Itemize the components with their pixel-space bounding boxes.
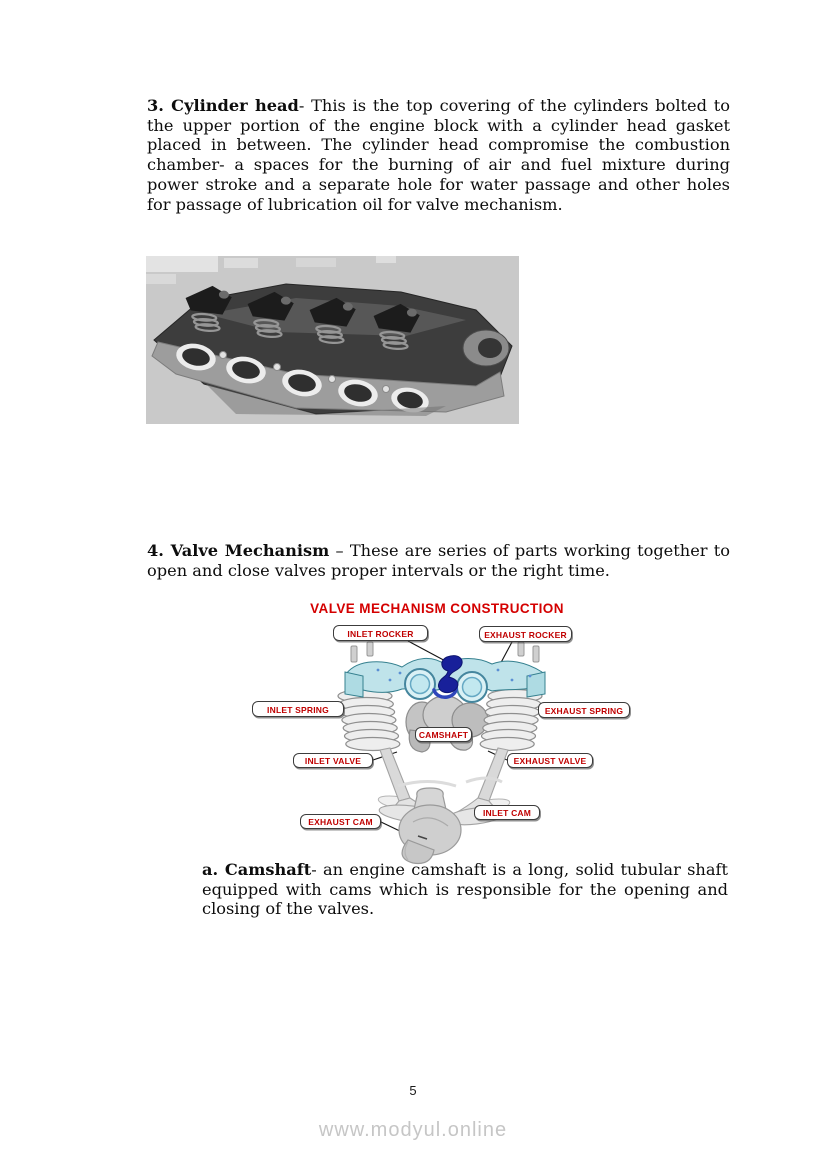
heading-camshaft: a. Camshaft — [202, 860, 312, 879]
camshaft-body-text: - an engine camshaft is a long, solid tubular shaft equipped with cams which is responsible for the opening and closing of the valves. — [202, 860, 729, 919]
label-exhaust-spring: EXHAUST SPRING — [538, 702, 630, 718]
paragraph-camshaft — [202, 860, 728, 919]
cylinder-head-body-text: - This is the top covering of the cylinders bolted to the upper portion of the engine block with a cylinder head gasket placed in between. The cylinder head compromise the combustion chamber- a spaces for the burning of air and fuel mixture during power stroke and a separate hole for water passage and other holes for passage of lubrication oil for valve mechanism. — [147, 96, 730, 214]
diagram-title: VALVE MECHANISM CONSTRUCTION — [310, 601, 564, 616]
valve-mechanism-diagram — [250, 600, 640, 865]
watermark: www.modyul.online — [318, 1119, 508, 1141]
heading-cylinder-head: 3. Cylinder head — [147, 96, 299, 115]
label-inlet-rocker: INLET ROCKER — [333, 625, 428, 641]
heading-valve-mechanism: 4. Valve Mechanism — [147, 541, 330, 560]
paragraph-cylinder-head — [147, 96, 730, 214]
label-inlet-spring: INLET SPRING — [252, 701, 344, 717]
label-inlet-cam: INLET CAM — [474, 805, 540, 820]
valve-mechanism-body-text: – These are series of parts working together to open and close valves proper intervals or the right time. — [147, 541, 731, 580]
label-exhaust-rocker: EXHAUST ROCKER — [479, 626, 572, 642]
label-inlet-valve: INLET VALVE — [293, 753, 373, 768]
cylinder-head-photo — [146, 256, 519, 424]
camshaft-lobes-art — [406, 696, 488, 752]
label-exhaust-valve: EXHAUST VALVE — [507, 753, 593, 768]
label-exhaust-cam: EXHAUST CAM — [300, 814, 381, 829]
page-number: 5 — [409, 1083, 417, 1098]
cylinder-head-photo-art — [146, 256, 519, 424]
label-camshaft: CAMSHAFT — [415, 727, 472, 742]
paragraph-valve-mechanism — [147, 541, 730, 580]
